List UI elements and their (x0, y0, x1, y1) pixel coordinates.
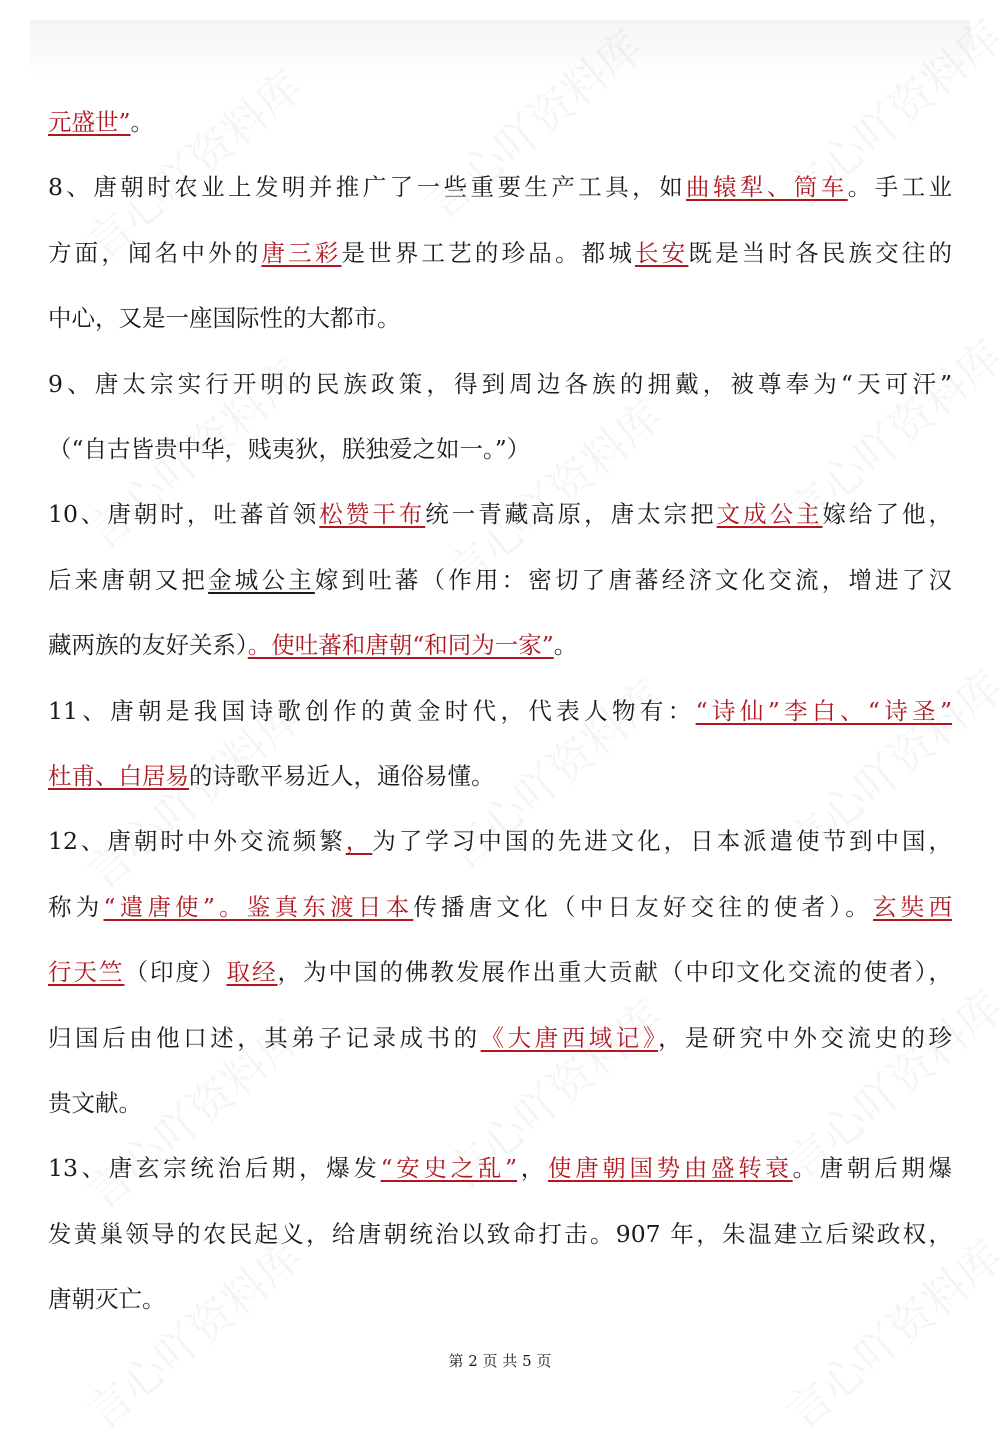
text-segment: 唐朝灭亡。 (48, 1285, 166, 1314)
page-footer: 第 2 页 共 5 页 (448, 1352, 552, 1370)
watermark (70, 1223, 313, 1441)
text-segment: （印度） (124, 958, 227, 987)
highlighted-keyword: 行天竺 (48, 958, 125, 987)
text-segment: 。手工业 (847, 173, 953, 202)
highlighted-keyword: 杜甫、白居易 (48, 762, 189, 790)
highlighted-keyword: “安史之乱” (380, 1154, 518, 1183)
text-line (48, 1153, 952, 1183)
text-segment: 13、唐玄宗统治后期，爆发 (48, 1154, 381, 1183)
text-segment: （“自古皆贵中华，贱夷狄，朕独爱之如一。”） (48, 435, 531, 463)
text-segment: 9、唐太宗实行开明的民族政策，得到周边各族的拥戴，被尊奉为“天可汗” (48, 369, 952, 398)
highlighted-keyword: 曲辕犁、筒车 (686, 173, 848, 202)
text-line (48, 1284, 952, 1314)
text-segment: 的诗歌平易近人，通俗易懂。 (189, 762, 495, 790)
text-line (48, 1088, 952, 1118)
text-segment: 称为 (48, 892, 104, 921)
text-line (48, 499, 952, 529)
text-line (48, 892, 952, 922)
text-segment: 8、唐朝时农业上发明并推广了一些重要生产工具，如 (48, 173, 687, 202)
text-line (48, 1023, 952, 1053)
text-line (48, 696, 952, 726)
text-line (48, 1219, 952, 1249)
underlined-text: 金城公主 (208, 565, 315, 594)
text-segment: 传播唐文化（中日友好交往的使者）。 (413, 892, 874, 921)
highlighted-keyword: 松赞干布 (319, 500, 426, 529)
text-line (48, 369, 952, 399)
text-line (48, 107, 952, 137)
text-segment: 11、唐朝是我国诗歌创作的黄金时代，代表人物有： (48, 696, 696, 725)
text-line (48, 238, 952, 268)
text-segment: 藏两族的友好关系） (48, 631, 248, 660)
text-line (48, 761, 952, 791)
text-line (48, 434, 952, 464)
text-segment: 统一青藏高原，唐太宗把 (425, 500, 717, 529)
text-segment: 既是当时各民族交往的 (688, 238, 953, 267)
text-segment: ， (517, 1154, 548, 1183)
text-segment: 贵文献。 (48, 1089, 142, 1117)
page-top-shadow (30, 20, 970, 80)
text-segment: 为了学习中国的先进文化，日本派遣使节到中国， (372, 827, 953, 856)
text-line (48, 303, 952, 333)
text-segment: 方面，闻名中外的 (48, 238, 262, 267)
text-line (48, 630, 952, 660)
text-segment: 。唐朝后期爆 (792, 1154, 953, 1183)
text-segment: 。 (130, 108, 155, 136)
text-line (48, 565, 952, 595)
text-segment: 归国后由他口述，其弟子记录成书的 (48, 1023, 481, 1052)
highlighted-keyword: 元盛世” (48, 108, 131, 136)
text-segment: 10、唐朝时，吐蕃首领 (48, 500, 320, 529)
highlighted-keyword: 玄奘西 (873, 892, 953, 921)
highlighted-keyword: 文成公主 (716, 500, 823, 529)
watermark (770, 1223, 1000, 1441)
highlighted-keyword: 。使吐蕃和唐朝“和同为一家” (247, 631, 554, 660)
highlighted-keyword: 取经 (226, 958, 278, 987)
text-segment: 是世界工艺的珍品。都城 (341, 238, 636, 267)
text-segment: 后来唐朝又把 (48, 565, 209, 594)
text-segment: 12、唐朝时中外交流频繁 (48, 827, 346, 856)
text-segment: 嫁到吐蕃（作用：密切了唐蕃经济文化交流，增进了汉 (314, 565, 953, 594)
text-segment: 发黄巢领导的农民起义，给唐朝统治以致命打击。907 年，朱温建立后梁政权， (48, 1219, 952, 1248)
text-line (48, 826, 952, 856)
highlighted-keyword: 《大唐西域记》 (480, 1023, 659, 1052)
highlighted-keyword: 使唐朝国势由盛转衰 (547, 1154, 793, 1183)
highlighted-keyword: ， (345, 827, 373, 856)
text-segment: 嫁给了他， (822, 500, 953, 529)
text-line (48, 172, 952, 202)
text-segment: 。 (553, 631, 578, 660)
text-line (48, 957, 952, 987)
text-segment: ，是研究中外交流史的珍 (658, 1023, 953, 1052)
text-segment: 中心，又是一座国际性的大都市。 (48, 304, 401, 333)
text-segment: ，为中国的佛教发展作出重大贡献（中印文化交流的使者）， (277, 958, 953, 987)
highlighted-keyword: “诗仙”李白、“诗圣” (695, 696, 952, 725)
highlighted-keyword: 唐三彩 (261, 238, 342, 267)
highlighted-keyword: “遣唐使”。鉴真东渡日本 (103, 892, 414, 921)
highlighted-keyword: 长安 (635, 238, 689, 267)
